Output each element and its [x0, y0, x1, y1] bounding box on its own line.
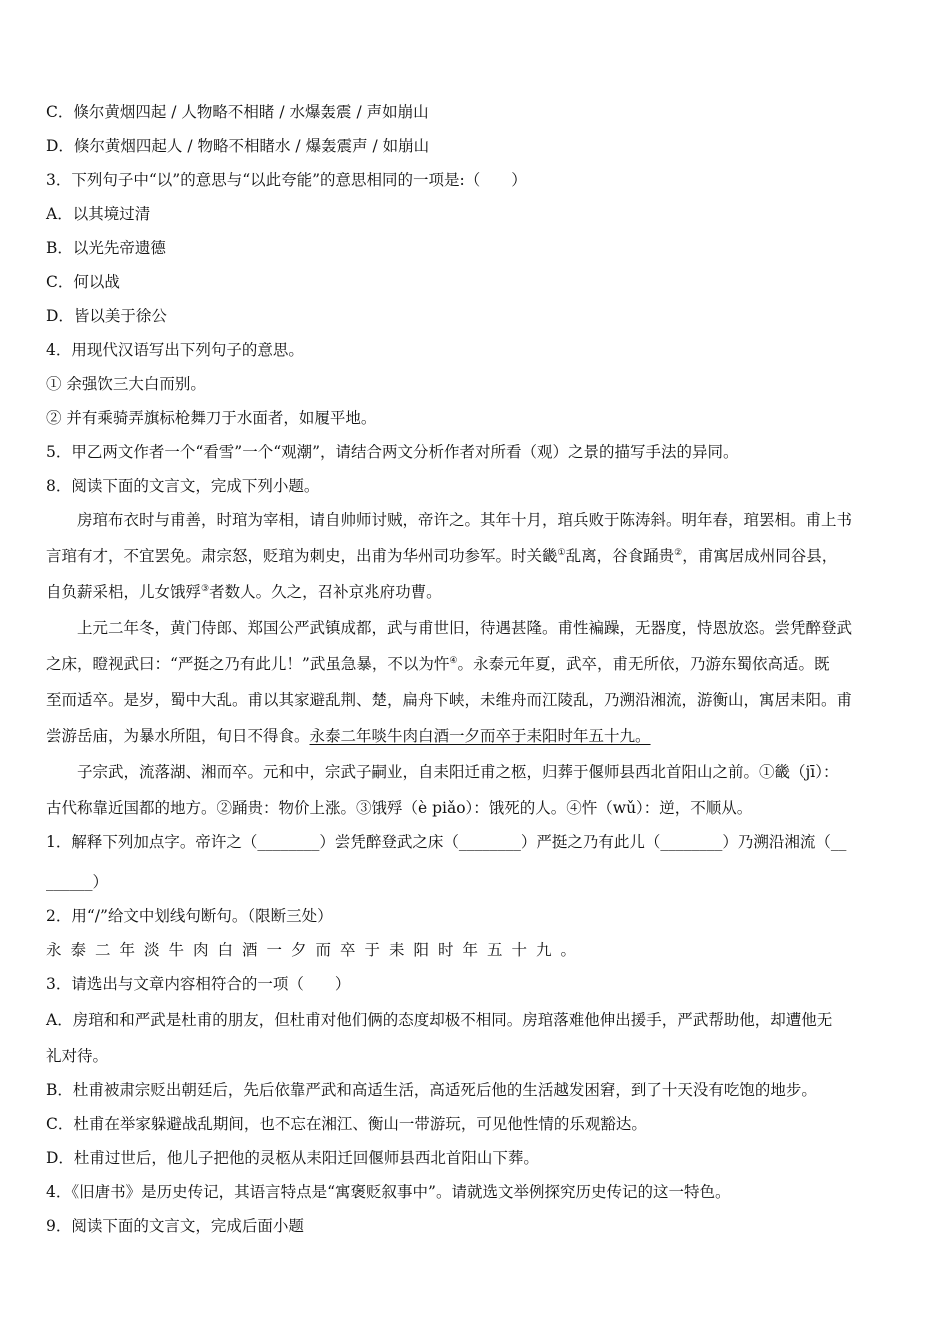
sentence-to-punctuate: 永泰二年淡牛肉白酒一夕而卒于耒阳时年五十九。 [46, 941, 586, 959]
question-1-cont: ______） [46, 873, 109, 891]
question-4b: 4．《旧唐书》是历史传记，其语言特点是“寓褒贬叙事中”。请就选文举例探究历史传记的这一特色。 [46, 1183, 731, 1201]
passage-line: 尝游岳庙，为暴水所阻，旬日不得食。永泰二年啖牛肉白酒一夕而卒于耒阳时年五十九。 [46, 727, 651, 745]
section-9-heading: 9．阅读下面的文言文，完成后面小题 [46, 1217, 304, 1235]
question-1: 1．解释下列加点字。帝许之（________）尝凭醉登武之床（________）严挺之乃有此儿（________）乃溯沿湘流（__ [46, 833, 847, 851]
footnotes: 古代称靠近国都的地方。②踊贵：物价上涨。③饿殍（è piǎo）：饿死的人。④忤（wǔ）：逆，不顺从。 [46, 799, 753, 817]
option-d: D．倏尔黄烟四起人 / 物略不相睹水 / 爆轰震声 / 如崩山 [46, 137, 430, 155]
footnote-marker: ② [674, 547, 683, 558]
passage-line: 言琯有才，不宜罢免。肃宗怒，贬琯为刺史，出甫为华州司功参军。时关畿①乱离，谷食踊贵②，甫寓居成州同谷县， [46, 547, 838, 565]
passage-line: 之床，瞪视武曰：“严挺之乃有此儿！”武虽急暴，不以为忤④。永泰元年夏，武卒，甫无所依，乃游东蜀依高适。既 [46, 655, 830, 673]
q3-option-d: D．皆以美于徐公 [46, 307, 167, 325]
q4-sentence-2: ② 并有乘骑弄旗标枪舞刀于水面者，如履平地。 [46, 409, 377, 427]
q3b-option-a-cont: 礼对待。 [46, 1047, 109, 1065]
question-4: 4．用现代汉语写出下列句子的意思。 [46, 341, 304, 359]
section-8-heading: 8．阅读下面的文言文，完成下列小题。 [46, 477, 320, 495]
question-5: 5．甲乙两文作者一个“看雪”一个“观潮”，请结合两文分析作者对所看（观）之景的描写手法的异同。 [46, 443, 739, 461]
underlined-sentence: 永泰二年啖牛肉白酒一夕而卒于耒阳时年五十九。 [309, 727, 651, 745]
passage-line: 子宗武，流落湖、湘而卒。元和中，宗武子嗣业，自耒阳迁甫之柩，归葬于偃师县西北首阳山之前。①畿（jī）： [46, 763, 839, 781]
question-2: 2．用“/”给文中划线句断句。（限断三处） [46, 907, 333, 925]
question-3: 3．下列句子中“以”的意思与“以此夸能”的意思相同的一项是:（ ） [46, 171, 527, 189]
q3-option-b: B．以光先帝遗德 [46, 239, 166, 257]
q3b-option-d: D．杜甫过世后，他儿子把他的灵柩从耒阳迁回偃师县西北首阳山下葬。 [46, 1149, 539, 1167]
passage-line: 自负薪采梠，儿女饿殍③者数人。久之，召补京兆府功曹。 [46, 583, 442, 601]
question-3b: 3．请选出与文章内容相符合的一项（ ） [46, 975, 351, 993]
q3-option-c: C．何以战 [46, 273, 120, 291]
q3b-option-c: C．杜甫在举家躲避战乱期间，也不忘在湘江、衡山一带游玩，可见他性情的乐观豁达。 [46, 1115, 647, 1133]
footnote-marker: ④ [449, 655, 458, 666]
q3-option-a: A．以其境过清 [46, 205, 151, 223]
passage-line: 房琯布衣时与甫善，时琯为宰相，请自帅师讨贼，帝许之。其年十月，琯兵败于陈涛斜。明年春，琯罢相。甫上书 [46, 511, 853, 529]
footnote-marker: ③ [201, 583, 210, 594]
q3b-option-a: A．房琯和和严武是杜甫的朋友，但杜甫对他们俩的态度却极不相同。房琯落难他伸出援手，严武帮助他，却遭他无 [46, 1011, 833, 1029]
q4-sentence-1: ① 余强饮三大白而别。 [46, 375, 206, 393]
passage-line: 至而适卒。是岁，蜀中大乱。甫以其家避乱荆、楚，扁舟下峡，未维舟而江陵乱，乃溯沿湘流，游衡山，寓居耒阳。甫 [46, 691, 853, 709]
option-c: C．倏尔黄烟四起 / 人物略不相睹 / 水爆轰震 / 声如崩山 [46, 103, 429, 121]
passage-line: 上元二年冬，黄门侍郎、郑国公严武镇成都，武与甫世旧，待遇甚隆。甫性褊躁，无器度，恃恩放恣。尝凭醉登武 [46, 619, 853, 637]
q3b-option-b: B．杜甫被肃宗贬出朝廷后，先后依靠严武和高适生活，高适死后他的生活越发困窘，到了十天没有吃饱的地步。 [46, 1081, 817, 1099]
footnote-marker: ① [557, 547, 566, 558]
